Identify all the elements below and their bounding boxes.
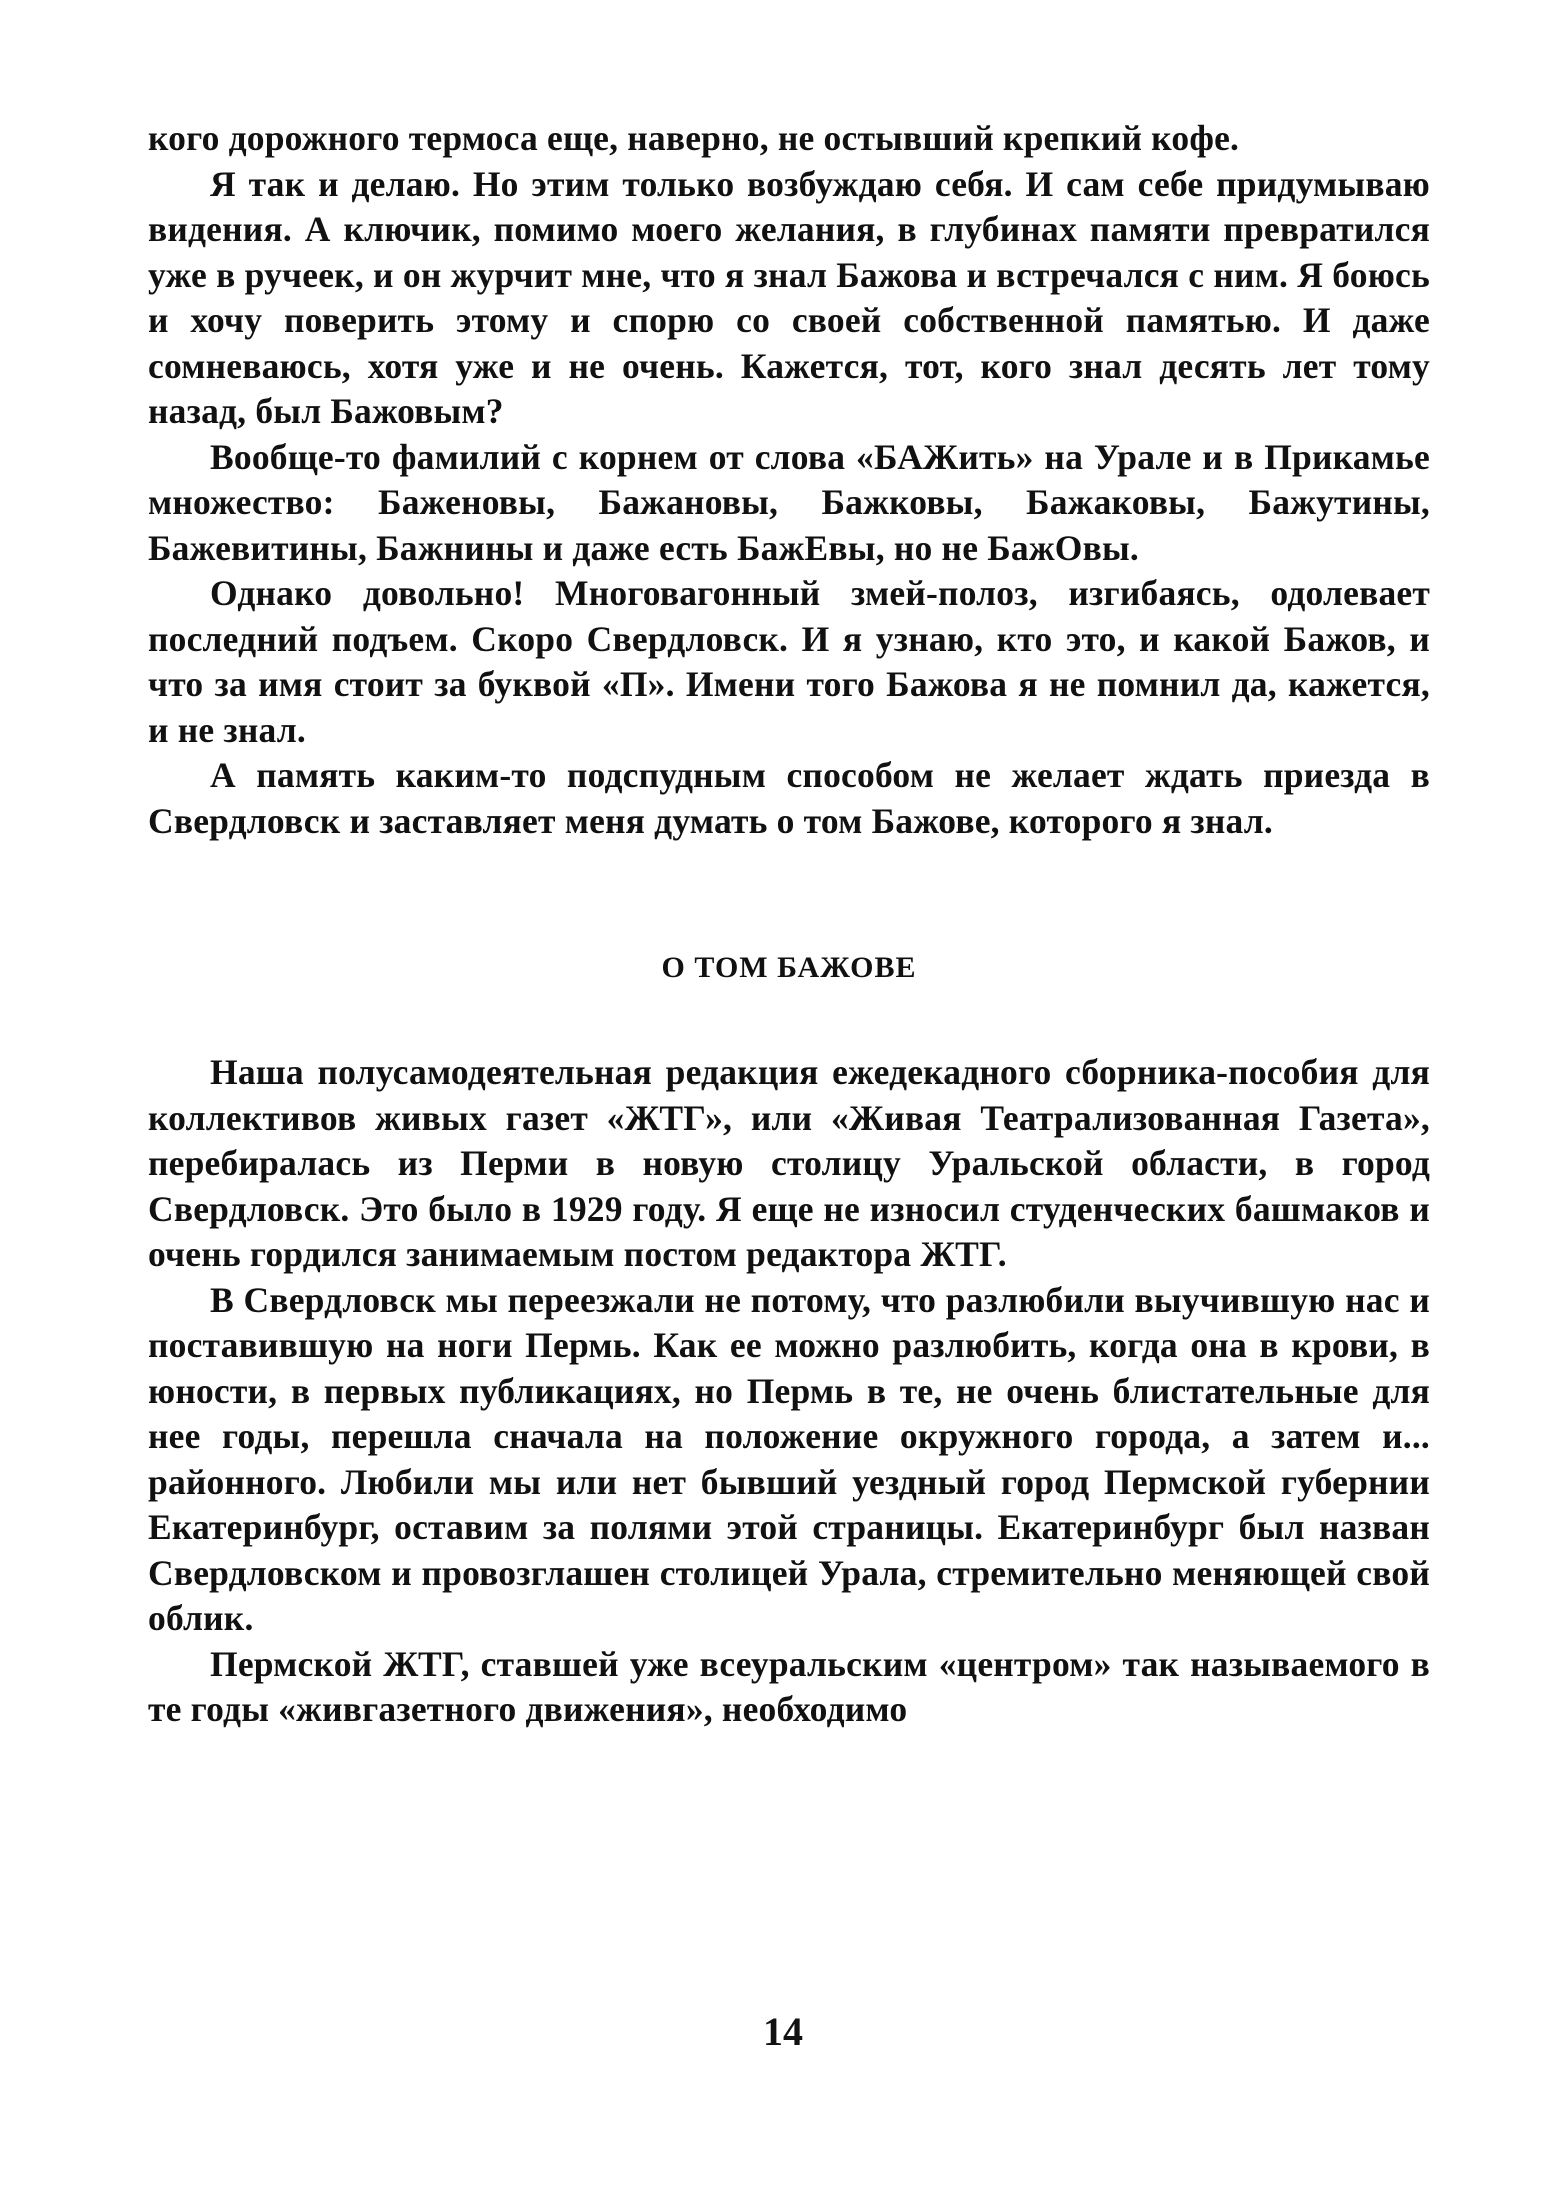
paragraph-continued: кого дорожного термоса еще, наверно, не остывший крепкий кофе. — [148, 118, 1240, 158]
paragraph: А память каким-то подспудным способом не желает ждать приезда в Свердловск и заставляет меня думать о том Бажове, которого я знал. — [148, 755, 1430, 841]
paragraph: В Свердловск мы переезжали не потому, что разлюбили выучившую нас и поставившую на ноги Пермь. Как ее можно разлюбить, когда она в крови, в юности, в первых публикациях, но Пермь в те, не очень блистательные для нее годы, перешла сначала на положение окружного города, а затем и... районного. Любили мы или нет бывший уездный город Пермской губернии Екатеринбург, оставим за полями этой страницы. Екатеринбург был назван Свердловском и провозглашен столицей Урала, стремительно меняющей свой облик. — [148, 1279, 1430, 1638]
page-number: 14 — [763, 2009, 803, 2054]
section-heading: О ТОМ БАЖОВЕ — [661, 951, 917, 984]
paragraph: Наша полусамодеятельная редакция ежедекадного сборника-пособия для коллективов живых газет «ЖТГ», или «Живая Театрализованная Газета», перебиралась из Перми в новую столицу Уральской области, в город Свердловск. Это было в 1929 году. Я еще не износил студенческих башмаков и очень гордился занимаемым постом редактора ЖТГ. — [148, 1052, 1430, 1274]
paragraph: Пермской ЖТГ, ставшей уже всеуральским «центром» так называемого в те годы «живгазетного движения», необходимо — [148, 1643, 1430, 1729]
paragraph: Я так и делаю. Но этим только возбуждаю себя. И сам себе придумываю видения. А ключик, помимо моего желания, в глубинах памяти превратился уже в ручеек, и он журчит мне, что я знал Бажова и встречался с ним. Я боюсь и хочу поверить этому и спорю со своей собственной памятью. И даже сомневаюсь, хотя уже и не очень. Кажется, тот, кого знал десять лет тому назад, был Бажовым? — [148, 163, 1430, 431]
paragraph: Вообще-то фамилий с корнем от слова «БАЖить» на Урале и в Прикамье множество: Баженовы, Бажановы, Бажковы, Бажаковы, Бажутины, Бажевитины, Бажнины и даже есть БажЕвы, но не БажОвы. — [148, 436, 1430, 568]
paragraph: Однако довольно! Многовагонный змей-полоз, изгибаясь, одолевает последний подъем. Скоро Свердловск. И я узнаю, кто это, и какой Бажов, и что за имя стоит за буквой «П». Имени того Бажова я не помнил да, кажется, и не знал. — [148, 573, 1430, 750]
page-body — [148, 116, 1430, 1733]
